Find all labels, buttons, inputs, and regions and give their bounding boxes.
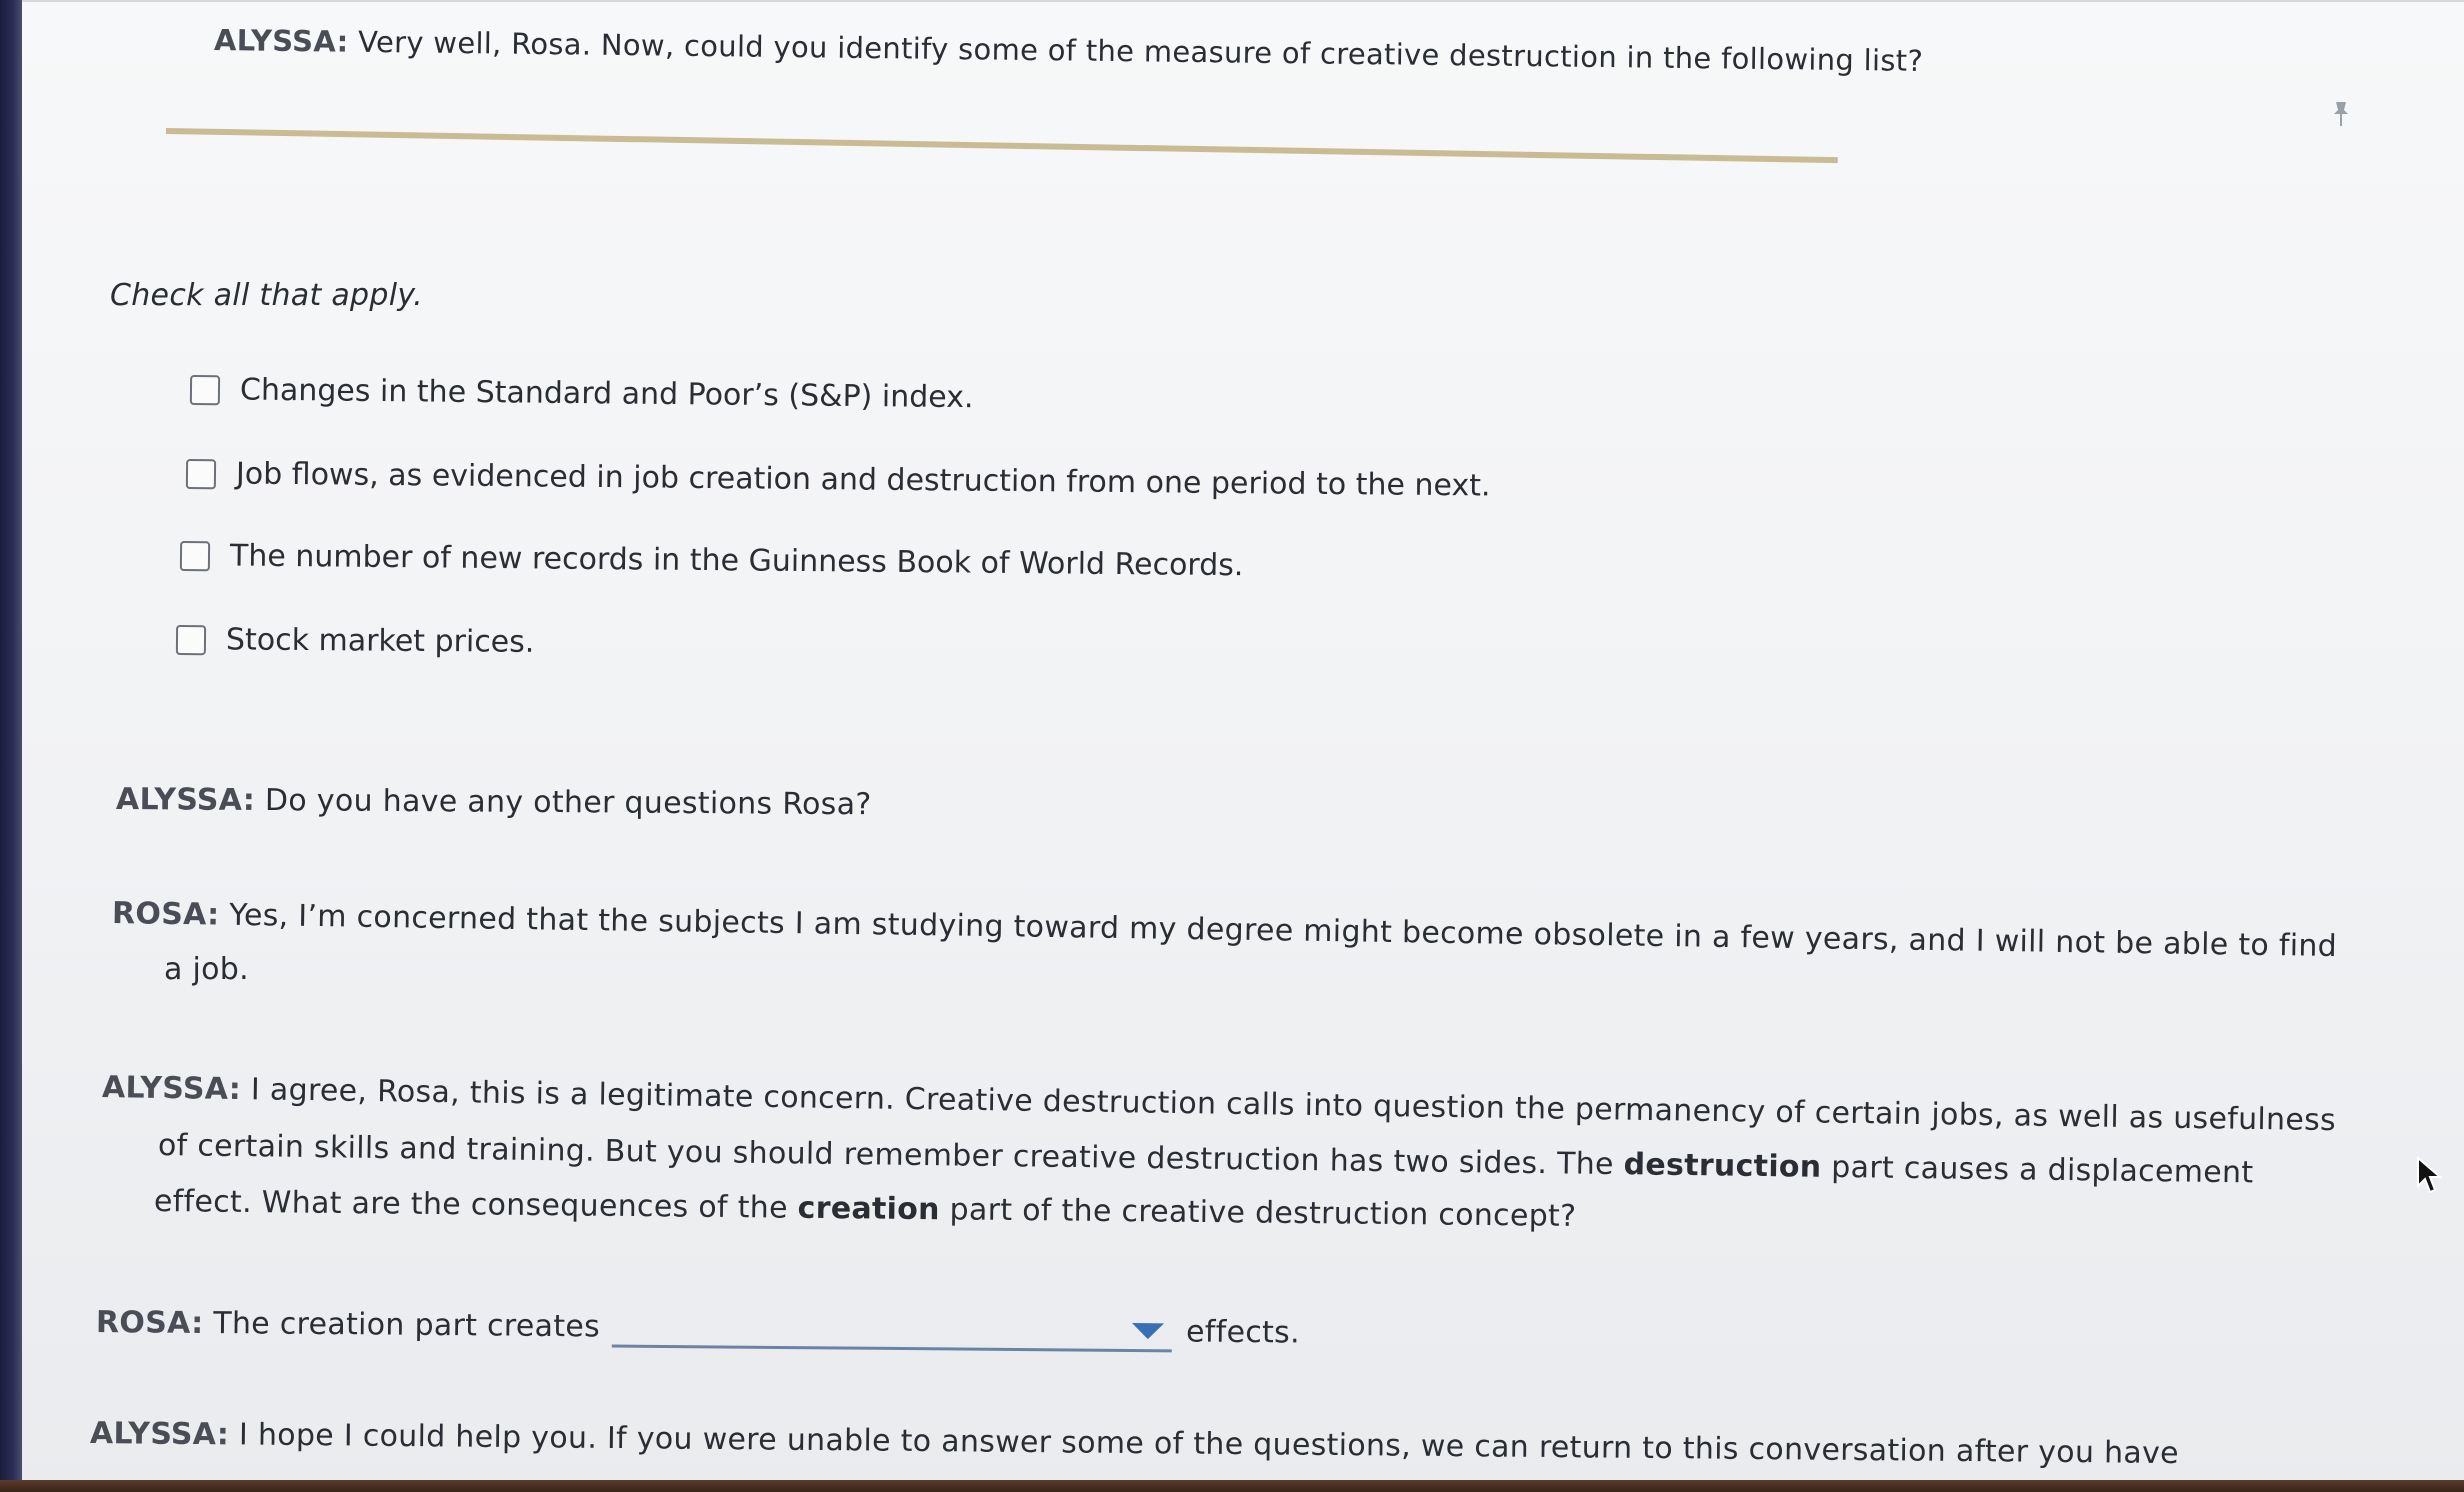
checkbox[interactable]: [180, 541, 210, 571]
answer-text: effect. What are the consequences of the: [153, 1184, 798, 1226]
option-label: Stock market prices.: [225, 622, 535, 660]
checkbox[interactable]: [176, 625, 206, 655]
option-guinness-records[interactable]: [180, 538, 1244, 583]
option-label: The number of new records in the Guinness Book of World Records.: [229, 538, 1244, 584]
alyssa-closing: [90, 1414, 2179, 1474]
option-stock-prices[interactable]: [176, 622, 535, 660]
answer-text: of certain skills and training. But you should remember creative destruction has two sides. The: [157, 1128, 1624, 1183]
speaker-label: ROSA:: [111, 896, 220, 933]
speaker-label: ALYSSA:: [213, 23, 349, 59]
closing-text: I hope I could help you. If you were unable to answer some of the questions, we can return to this conversation after you have: [228, 1417, 2180, 1472]
checkbox[interactable]: [186, 459, 216, 489]
speaker-label: ALYSSA:: [115, 782, 256, 818]
instruction-text: Check all that apply.: [110, 278, 423, 313]
pin-icon[interactable]: [2330, 100, 2352, 128]
section-divider: [166, 128, 1838, 163]
alyssa-intro: [214, 20, 1924, 81]
screen-bezel-bottom: [0, 1480, 2464, 1492]
top-border: [22, 0, 2464, 2]
mouse-cursor-icon: [2416, 1156, 2446, 1196]
option-label: Changes in the Standard and Poor’s (S&P) index.: [239, 372, 974, 416]
fill-in-prefix: The creation part creates: [203, 1305, 601, 1345]
intro-text: Very well, Rosa. Now, could you identify some of the measure of creative destruction in the following list?: [348, 24, 1924, 78]
chevron-down-icon[interactable]: [1132, 1323, 1164, 1339]
fill-in-suffix: effects.: [1185, 1314, 1301, 1351]
alyssa-answer-line-3: [154, 1182, 1577, 1237]
screen-bezel-left: [0, 0, 22, 1492]
checkbox[interactable]: [190, 375, 220, 405]
option-job-flows[interactable]: [186, 456, 1491, 504]
question-text: Do you have any other questions Rosa?: [255, 782, 872, 823]
speaker-label: ROSA:: [95, 1305, 204, 1341]
rosa-reply-line-2: a job.: [164, 952, 249, 987]
alyssa-question: [116, 780, 872, 825]
speaker-label: ALYSSA:: [101, 1070, 242, 1108]
rosa-reply-line-1: [112, 894, 2338, 967]
reply-text: Yes, I’m concerned that the subjects I am studying toward my degree might become obsolete in a few years, and I will not be able to find: [219, 897, 2338, 965]
bold-term-creation: creation: [797, 1190, 940, 1228]
bold-term-destruction: destruction: [1623, 1147, 1822, 1185]
answer-text: I agree, Rosa, this is a legitimate concern. Creative destruction calls into question the permanency of certain jobs, as well as usefulness: [240, 1072, 2337, 1139]
alyssa-answer-line-2: [158, 1126, 2254, 1193]
speaker-label: ALYSSA:: [89, 1416, 230, 1453]
effects-dropdown[interactable]: [612, 1305, 1172, 1353]
rosa-fill-in: [96, 1300, 1300, 1354]
option-label: Job flows, as evidenced in job creation and destruction from one period to the next.: [235, 456, 1491, 504]
option-sp-index[interactable]: [190, 372, 974, 415]
answer-text: part causes a displacement: [1821, 1149, 2254, 1191]
answer-text: part of the creative destruction concept?: [939, 1192, 1577, 1234]
